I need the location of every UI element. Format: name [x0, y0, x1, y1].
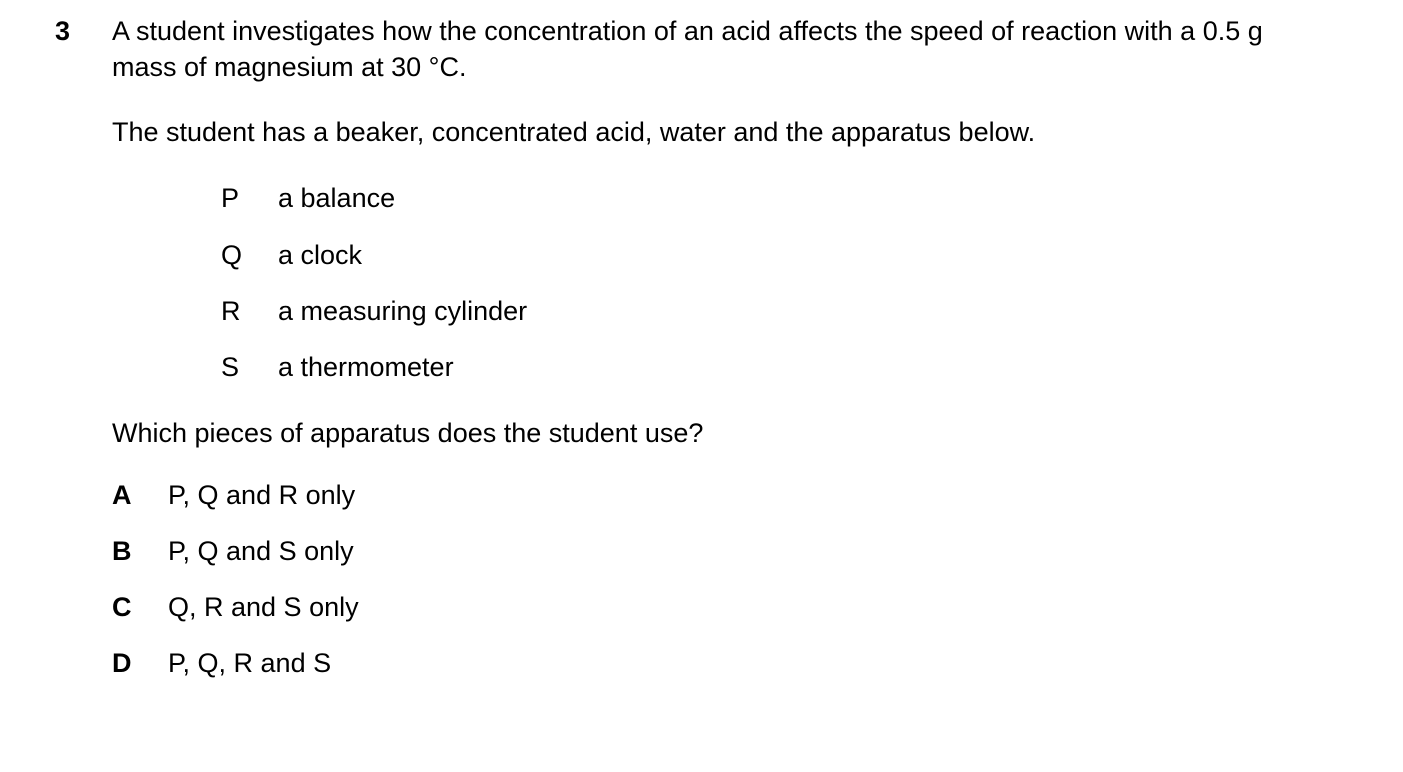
apparatus-text: a thermometer — [278, 352, 454, 382]
question-prompt: Which pieces of apparatus does the student use? — [112, 418, 704, 448]
answer-text: P, Q and R only — [168, 480, 356, 510]
question-number: 3 — [55, 16, 71, 46]
apparatus-text: a balance — [278, 183, 396, 213]
answer-text: Q, R and S only — [168, 592, 359, 622]
answer-letter: B — [112, 536, 132, 566]
apparatus-intro: The student has a beaker, concentrated acid, water and the apparatus below. — [112, 117, 1036, 147]
apparatus-letter: S — [221, 352, 240, 382]
answer-letter: D — [112, 648, 132, 678]
answer-letter: C — [112, 592, 132, 622]
question-stem-line-1: A student investigates how the concentration of an acid affects the speed of reaction with a 0.5 g — [112, 16, 1263, 46]
apparatus-letter: Q — [221, 240, 243, 270]
apparatus-text: a clock — [278, 240, 363, 270]
apparatus-letter: R — [221, 296, 241, 326]
question-stem-line-2: mass of magnesium at 30 °C. — [112, 52, 467, 82]
apparatus-text: a measuring cylinder — [278, 296, 528, 326]
answer-text: P, Q and S only — [168, 536, 354, 566]
answer-letter: A — [112, 480, 132, 510]
apparatus-letter: P — [221, 183, 240, 213]
answer-text: P, Q, R and S — [168, 648, 332, 678]
